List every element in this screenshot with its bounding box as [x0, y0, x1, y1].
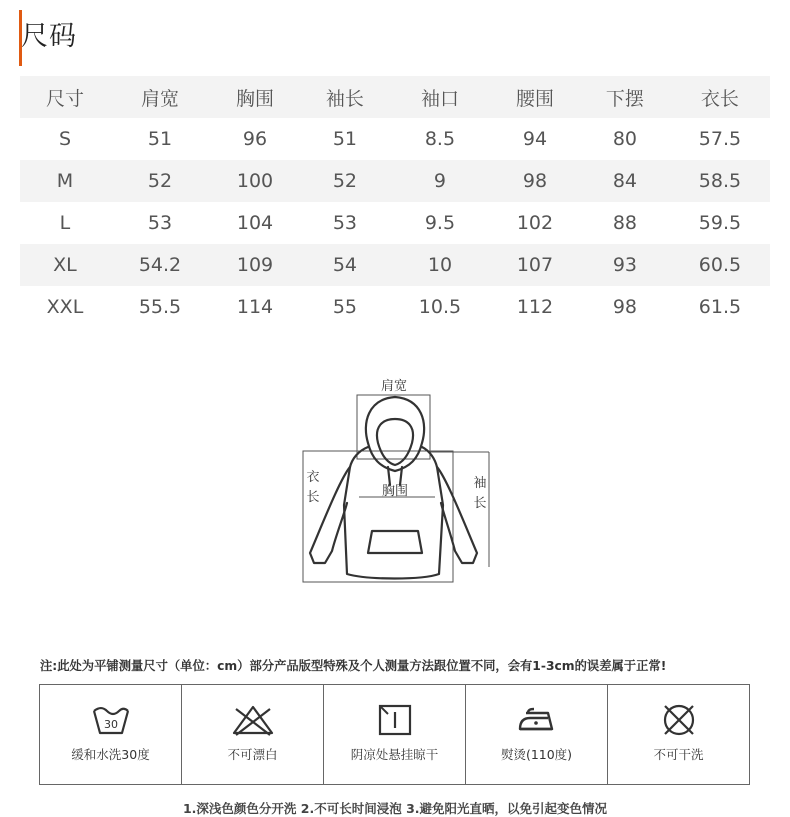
table-cell: 98	[490, 160, 580, 202]
sleeve-label-bottom: 长	[473, 496, 487, 511]
table-cell: 54.2	[110, 244, 210, 286]
table-cell: 54	[300, 244, 390, 286]
table-cell: 80	[612, 128, 637, 150]
table-cell: 52	[300, 160, 390, 202]
care-label-dry: 阴凉处悬挂晾干	[350, 747, 439, 762]
table-cell: 84	[580, 160, 670, 202]
wash-temperature: 30	[103, 718, 118, 731]
table-cell: 93	[580, 244, 670, 286]
care-cell-dryclean	[608, 685, 750, 785]
care-label-dryclean: 不可干洗	[653, 747, 704, 762]
table-cell: 9.5	[424, 212, 456, 234]
table-cell: 59.5	[698, 212, 742, 234]
measurement-note: 注:此处为平铺测量尺寸（单位：cm）部分产品版型特殊及个人测量方法跟位置不同，会有1-3cm的误差属于正常!	[40, 659, 667, 673]
size-table-header	[20, 76, 770, 118]
care-cell-dry	[324, 685, 466, 785]
wash-30-icon	[91, 703, 131, 737]
care-footer-tips: 1.深浅色颜色分开洗 2.不可长时间浸泡 3.避免阳光直晒，以免引起变色情况	[182, 801, 608, 816]
table-cell: 102	[516, 212, 554, 234]
table-cell: 114	[236, 296, 274, 318]
table-cell: 53	[332, 212, 358, 234]
table-cell: 88	[612, 212, 637, 234]
shade-dry-icon	[377, 703, 413, 737]
table-cell: 53	[147, 212, 173, 234]
length-label-bottom: 长	[306, 490, 320, 505]
header-cell: 胸围	[210, 76, 300, 118]
hoodie-measurement-diagram	[300, 375, 500, 594]
sleeve-label-top: 袖	[473, 476, 487, 491]
length-label-top: 衣	[306, 470, 320, 485]
care-label-wash: 缓和水洗30度	[71, 747, 150, 762]
no-dry-clean-icon	[659, 703, 699, 737]
table-cell: 9	[390, 160, 490, 202]
table-row	[20, 160, 770, 202]
table-cell: 96	[242, 128, 268, 150]
table-cell: 98	[612, 296, 637, 318]
table-cell: 107	[490, 244, 580, 286]
shoulder-label: 肩宽	[380, 379, 408, 394]
table-cell: 94	[522, 128, 548, 150]
care-instructions-table	[39, 684, 750, 785]
table-cell: S	[58, 128, 71, 150]
header-cell: 腰围	[490, 76, 580, 118]
header-cell: 袖口	[390, 76, 490, 118]
table-cell: 51	[332, 128, 358, 150]
page-title: 尺码	[21, 21, 77, 52]
table-cell: 100	[210, 160, 300, 202]
header-cell: 肩宽	[110, 76, 210, 118]
chest-label: 胸围	[381, 484, 409, 499]
care-cell-bleach	[182, 685, 324, 785]
size-table	[20, 76, 770, 328]
table-cell: XXL	[46, 296, 84, 318]
table-row	[20, 118, 770, 160]
care-cell-iron	[466, 685, 608, 785]
table-cell: 104	[236, 212, 274, 234]
care-cell-wash	[40, 685, 182, 785]
table-cell: 55	[332, 296, 358, 318]
table-cell: 58.5	[670, 160, 770, 202]
hoodie-diagram-svg	[300, 375, 500, 590]
care-label-bleach: 不可漂白	[227, 747, 278, 762]
table-cell: 60.5	[670, 244, 770, 286]
table-cell: 52	[110, 160, 210, 202]
iron-icon	[514, 703, 560, 737]
table-row	[20, 286, 770, 328]
header-cell: 衣长	[670, 76, 770, 118]
table-cell: 61.5	[698, 296, 742, 318]
table-cell: M	[20, 160, 110, 202]
table-cell: 10.5	[418, 296, 462, 318]
iron-dot	[534, 721, 538, 725]
table-cell: 10	[390, 244, 490, 286]
table-cell: XL	[20, 244, 110, 286]
table-row	[20, 244, 770, 286]
table-cell: 112	[516, 296, 554, 318]
table-cell: L	[59, 212, 71, 234]
header-cell: 下摆	[580, 76, 670, 118]
care-label-iron: 熨烫(110度)	[500, 747, 573, 762]
table-cell: 57.5	[698, 128, 742, 150]
header-cell: 尺寸	[20, 76, 110, 118]
header-cell: 袖长	[300, 76, 390, 118]
no-bleach-icon	[230, 703, 276, 737]
table-cell: 55.5	[138, 296, 182, 318]
table-cell: 51	[147, 128, 173, 150]
table-cell: 109	[210, 244, 300, 286]
table-row	[20, 202, 770, 244]
table-cell: 8.5	[424, 128, 456, 150]
